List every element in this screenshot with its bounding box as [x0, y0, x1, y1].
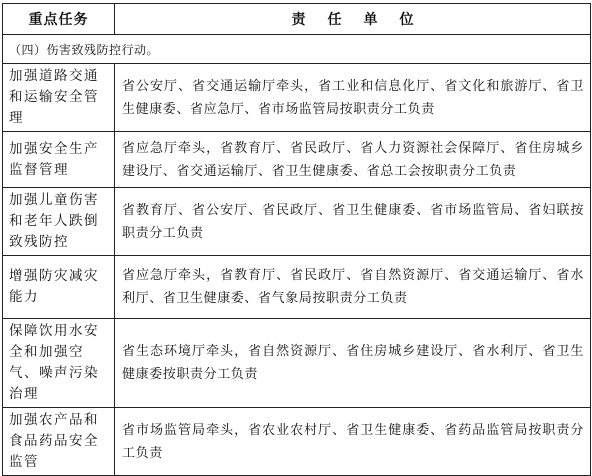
task-cell: 加强农产品和食品药品安全监管 — [3, 408, 115, 476]
responsible-cell: 省应急厅牵头，省教育厅、省民政厅、省人力资源社会保障厅、省住房城乡建设厅、省交通运输厅、省卫生健康委、省总工会按职责分工负责 — [115, 132, 591, 188]
responsible-cell: 省市场监管局牵头，省农业农村厅、省卫生健康委、省药品监管局按职责分工负责 — [115, 408, 591, 476]
header-responsible: 责任单位 — [115, 4, 591, 35]
responsibility-table — [2, 3, 591, 476]
table-row — [3, 319, 591, 408]
task-cell: 加强安全生产监督管理 — [3, 132, 115, 188]
table-row — [3, 132, 591, 188]
table-row — [3, 408, 591, 476]
table-row — [3, 256, 591, 319]
responsible-cell: 省应急厅牵头，省教育厅、省民政厅、省自然资源厅、省交通运输厅、省水利厅、省卫生健康委、省气象局按职责分工负责 — [115, 256, 591, 319]
responsible-cell: 省教育厅、省公安厅、省民政厅、省卫生健康委、省市场监管局、省妇联按职责分工负责 — [115, 188, 591, 256]
header-task: 重点任务 — [3, 4, 115, 35]
table-row — [3, 64, 591, 132]
responsible-cell: 省生态环境厅牵头，省自然资源厅、省住房城乡建设厅、省水利厅、省卫生健康委按职责分工负责 — [115, 319, 591, 408]
task-cell: 增强防灾减灾能力 — [3, 256, 115, 319]
section-title: （四）伤害致残防控行动。 — [3, 35, 591, 64]
task-cell: 加强儿童伤害和老年人跌倒致残防控 — [3, 188, 115, 256]
table-header-row — [3, 4, 591, 35]
task-cell: 加强道路交通和运输安全管理 — [3, 64, 115, 132]
responsible-cell: 省公安厅、省交通运输厅牵头，省工业和信息化厅、省文化和旅游厅、省卫生健康委、省应急厅、省市场监管局按职责分工负责 — [115, 64, 591, 132]
task-cell: 保障饮用水安全和加强空气、噪声污染治理 — [3, 319, 115, 408]
section-row — [3, 35, 591, 64]
table-row — [3, 188, 591, 256]
